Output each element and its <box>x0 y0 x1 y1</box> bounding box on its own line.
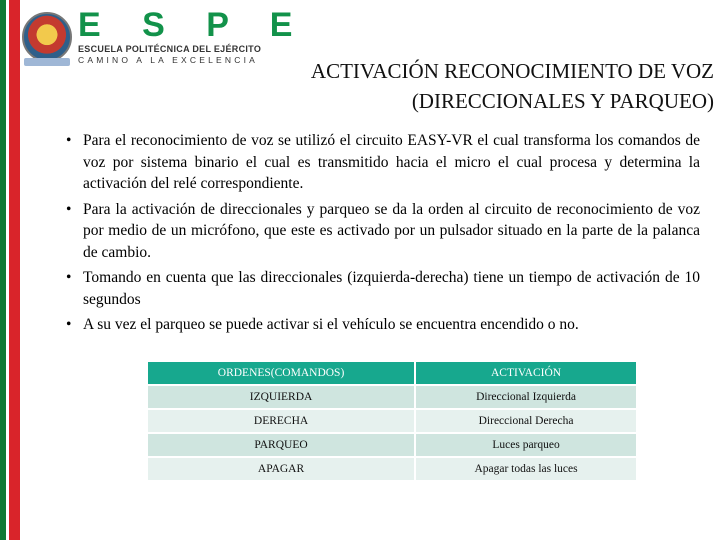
commands-table <box>146 360 638 482</box>
header-activacion: ACTIVACIÓN <box>416 362 636 384</box>
table-row <box>148 458 636 480</box>
table-row <box>148 434 636 456</box>
table-row <box>148 410 636 432</box>
table-header-row <box>148 362 636 384</box>
activation-cell: Luces parqueo <box>416 434 636 456</box>
header-ordenes: ORDENES(COMANDOS) <box>148 362 414 384</box>
bullet-item: • Tomando en cuenta que las direccionales (izquierda-derecha) tiene un tiempo de activación de 10 segundos <box>66 267 700 310</box>
slide-title <box>194 56 714 116</box>
command-cell: APAGAR <box>148 458 414 480</box>
activation-cell: Direccional Derecha <box>416 410 636 432</box>
bullet-list <box>66 130 700 340</box>
crest-banner <box>24 58 70 66</box>
bullet-item: • A su vez el parqueo se puede activar si el vehículo se encuentra encendido o no. <box>66 314 700 336</box>
slide-title-line2: (DIRECCIONALES Y PARQUEO) <box>411 89 714 113</box>
crest-logo-icon <box>22 12 72 62</box>
brand-school-name: ESCUELA POLITÉCNICA DEL EJÉRCITO <box>78 44 262 54</box>
bullet-item: • Para el reconocimiento de voz se utilizó el circuito EASY-VR el cual transforma los comandos de voz por sistema binario el cual es transmitido hacia el micro el cual procesa y determina la activación del relé correspondiente. <box>66 130 700 195</box>
brand-letters: E S P E <box>78 6 309 44</box>
bullet-item: • Para la activación de direccionales y parqueo se da la orden al circuito de reconocimiento de voz por medio de un micrófono, que este es activado por un pulsador situado en la parte de la palanca de cambio. <box>66 199 700 264</box>
slide-title-line1: ACTIVACIÓN RECONOCIMIENTO DE VOZ <box>310 59 714 83</box>
command-cell: DERECHA <box>148 410 414 432</box>
command-cell: IZQUIERDA <box>148 386 414 408</box>
activation-cell: Direccional Izquierda <box>416 386 636 408</box>
activation-cell: Apagar todas las luces <box>416 458 636 480</box>
command-cell: PARQUEO <box>148 434 414 456</box>
brand-motto: CAMINO A LA EXCELENCIA <box>78 55 258 65</box>
flag-stripe <box>0 0 20 540</box>
table-row <box>148 386 636 408</box>
